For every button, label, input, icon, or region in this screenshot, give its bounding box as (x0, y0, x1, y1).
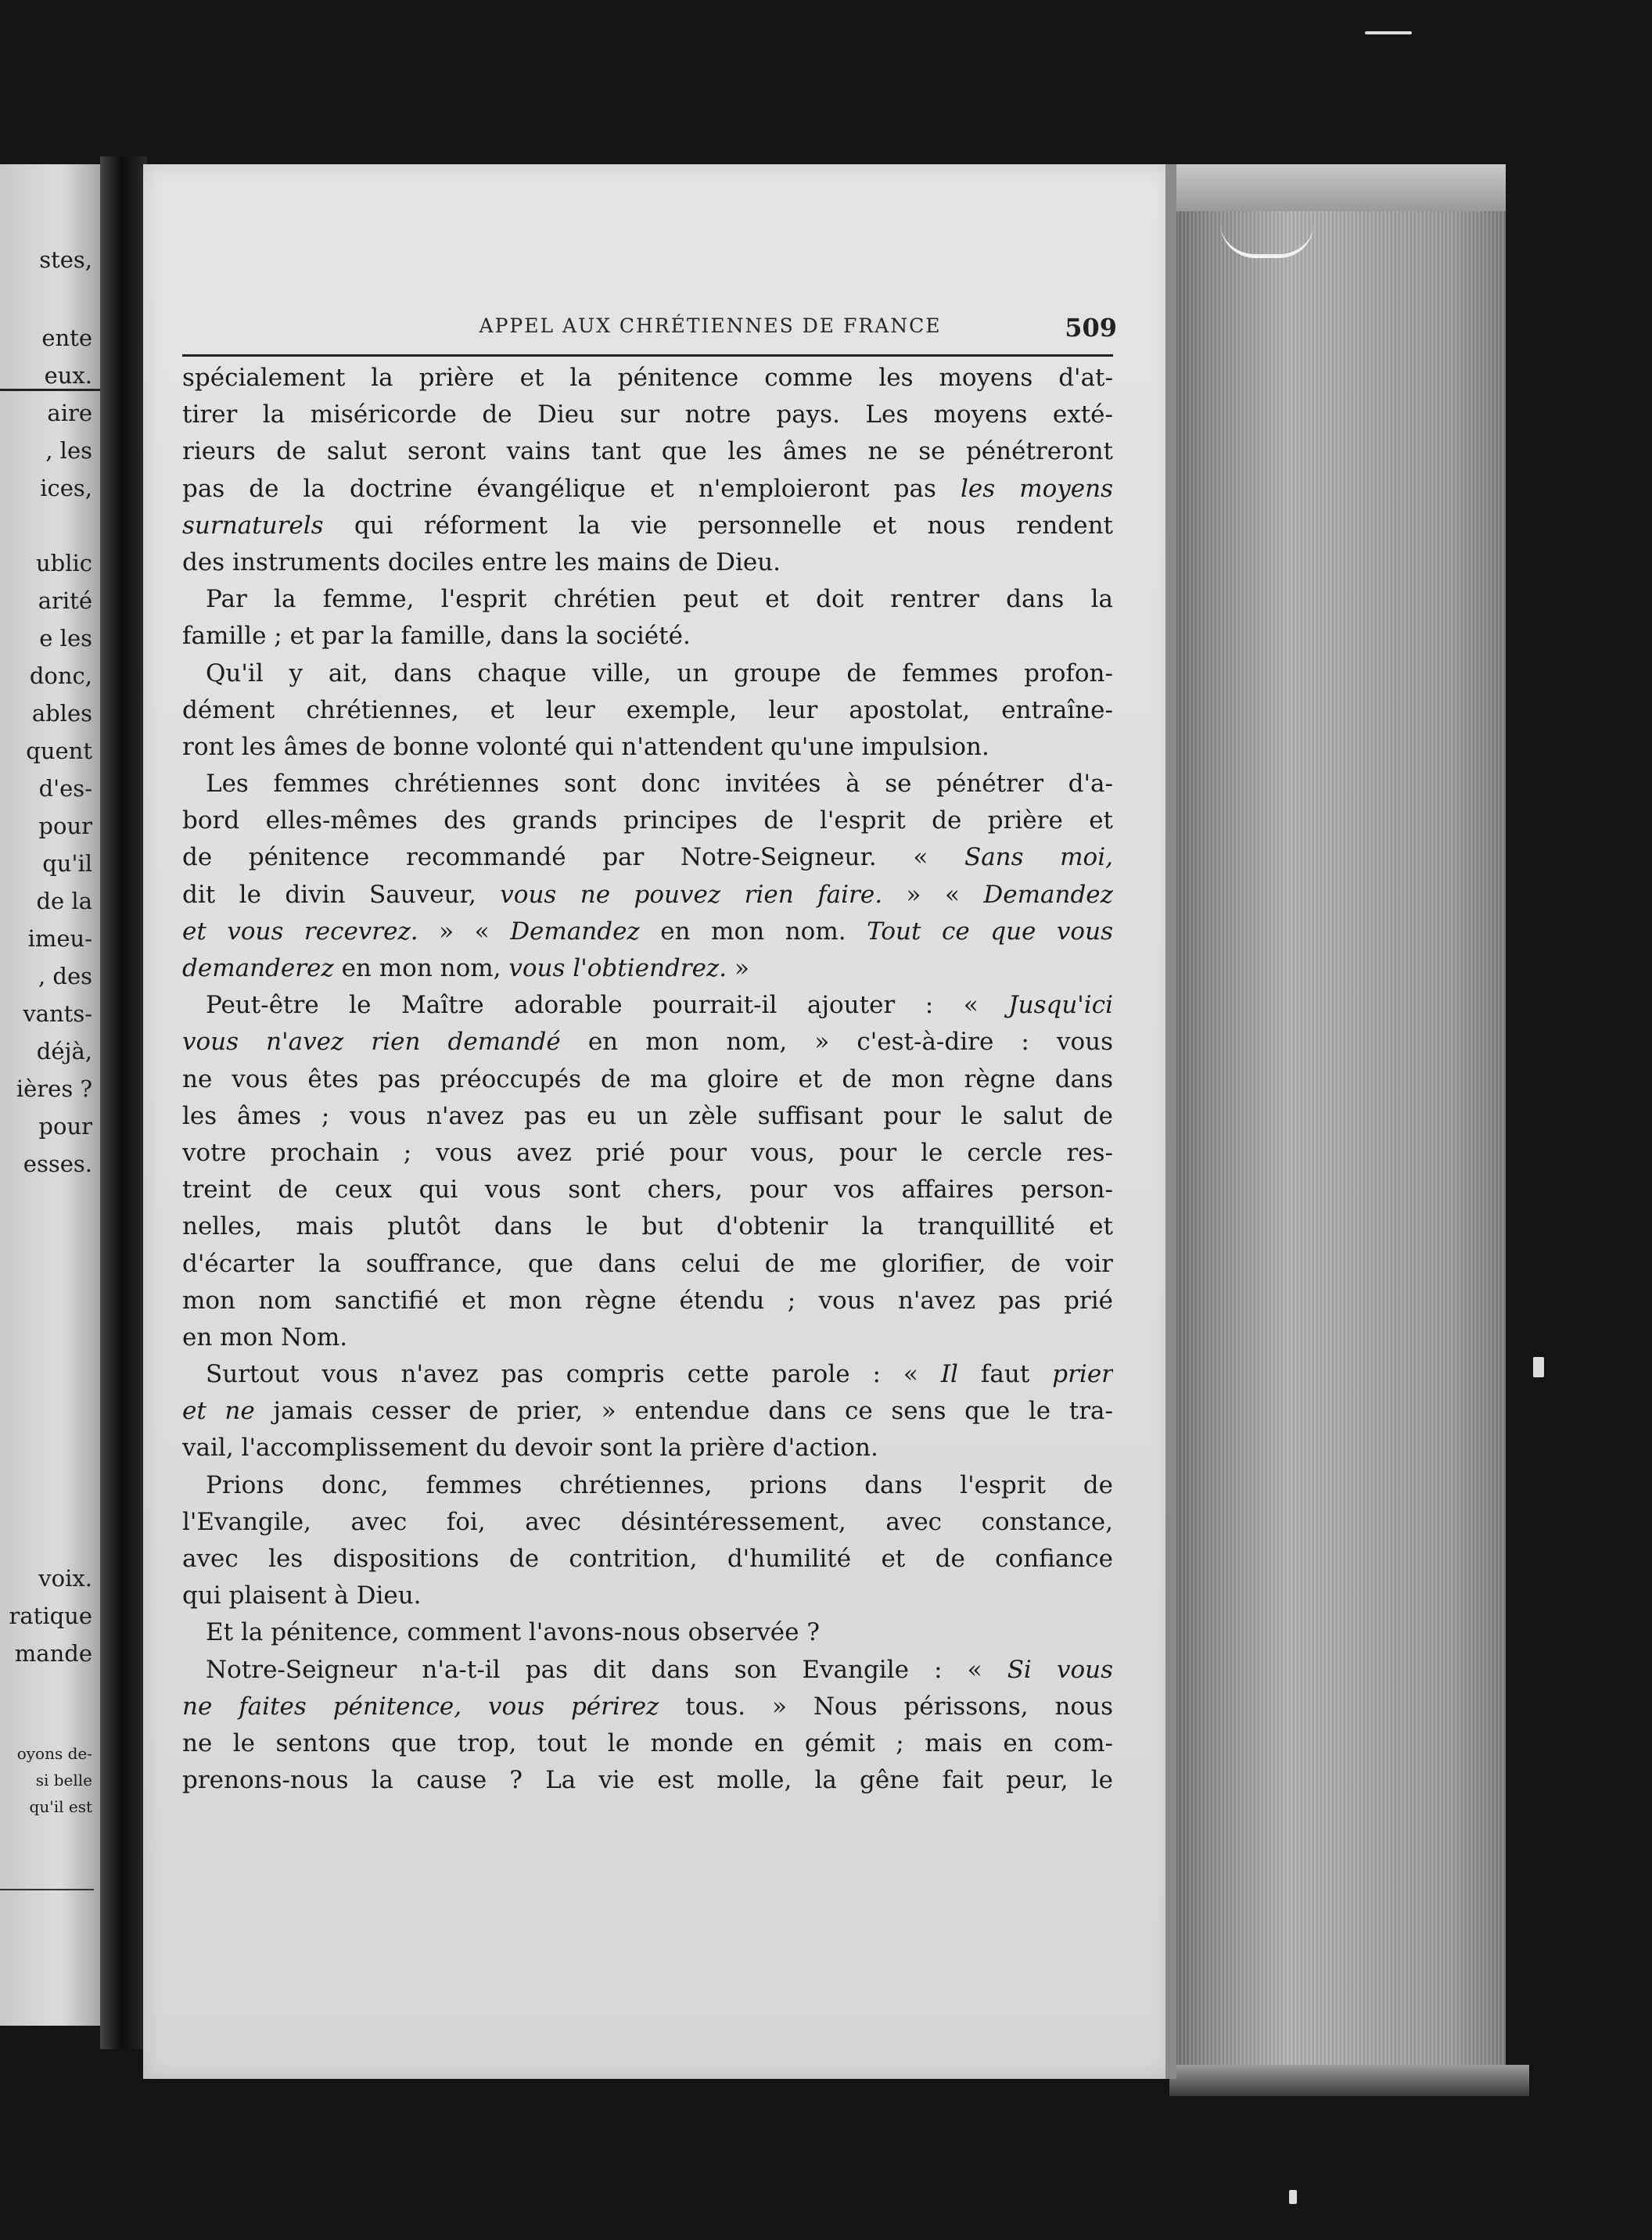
text-run: prenons-nous la cause ? La vie est molle, la gêne fait peur, le (182, 1766, 1113, 1795)
text-run: famille ; et par la famille, dans la société. (182, 622, 691, 651)
text-run: qui plaisent à Dieu. (182, 1581, 422, 1610)
text-run: dément chrétiennes, et leur exemple, leur apostolat, entraîne- (182, 695, 1113, 724)
header-rule (182, 354, 1113, 357)
text-line (182, 1504, 1113, 1541)
italic-text: vous ne pouvez rien faire. (500, 880, 883, 909)
text-run: Peut-être le Maître adorable pourrait-il ajouter : « (206, 991, 1009, 1020)
text-line (182, 581, 1113, 618)
text-run: d'écarter la souffrance, que dans celui de me glorifier, de voir (182, 1249, 1113, 1278)
dust-speck (1533, 1357, 1544, 1377)
text-run: Notre-Seigneur n'a-t-il pas dit dans son Evangile : « (206, 1655, 1007, 1684)
italic-text: ne faites pénitence, vous périrez (182, 1692, 659, 1721)
text-line (182, 544, 1113, 581)
text-run: ront les âmes de bonne volonté qui n'attendent qu'une impulsion. (182, 732, 989, 761)
text-line (182, 1762, 1113, 1799)
page-stack-top (1169, 164, 1506, 211)
text-run: de pénitence recommandé par Notre-Seigneur. « (182, 843, 964, 872)
text-line (182, 397, 1113, 433)
text-line (182, 433, 1113, 470)
italic-text: et vous recevrez. (182, 917, 418, 946)
text-run: les âmes ; vous n'avez pas eu un zèle suffisant pour le salut de (182, 1101, 1113, 1130)
text-run: votre prochain ; vous avez prié pour vous, pour le cercle res- (182, 1138, 1113, 1167)
text-run: rieurs de salut seront vains tant que les âmes ne se pénétreront (182, 437, 1113, 466)
page-edge-shadow (1165, 164, 1176, 2079)
right-page (143, 164, 1173, 2079)
text-line (182, 360, 1113, 397)
text-line (182, 1541, 1113, 1578)
left-text-line: pour (38, 1113, 92, 1140)
page-body-text (182, 360, 1113, 1799)
text-run: bord elles-mêmes des grands principes de l'esprit de prière et (182, 806, 1113, 835)
text-line (182, 1689, 1113, 1725)
left-page-fragment (0, 164, 100, 2026)
text-run: pas de la doctrine évangélique et n'emploieront pas (182, 474, 961, 503)
italic-text: prier (1052, 1360, 1113, 1389)
left-text-line: esses. (23, 1151, 92, 1177)
text-run: Surtout vous n'avez pas compris cette parole : « (206, 1360, 941, 1389)
left-text-line: ente (41, 325, 92, 351)
text-run: avec les dispositions de contrition, d'humilité et de confiance (182, 1545, 1113, 1573)
running-head: APPEL AUX CHRÉTIENNES DE FRANCE (479, 314, 942, 337)
text-line (182, 766, 1113, 802)
text-run: faut (957, 1360, 1053, 1389)
text-run: jamais cesser de prier, » entendue dans ce sens que le tra- (254, 1397, 1113, 1426)
left-footnote-line: qu'il est (29, 1797, 92, 1816)
text-line (182, 1614, 1113, 1651)
left-text-line: ublic (35, 550, 92, 576)
text-run: ne vous êtes pas préoccupés de ma gloire et de mon règne dans (182, 1064, 1113, 1093)
text-run: en mon nom, » c'est-à-dire : vous (560, 1028, 1113, 1057)
text-line (182, 1725, 1113, 1762)
italic-text: Tout ce que vous (867, 917, 1113, 946)
text-run: Et la pénitence, comment l'avons-nous observée ? (206, 1618, 820, 1647)
text-run: Les femmes chrétiennes sont donc invitées à se pénétrer d'a- (206, 770, 1113, 799)
page-stack-bottom (1169, 2065, 1529, 2096)
left-text-line: e les (39, 625, 92, 652)
text-run: dit le divin Sauveur, (182, 880, 501, 909)
left-footnote-line: oyons de- (16, 1744, 92, 1763)
text-line (182, 1098, 1113, 1135)
left-text-line: qu'il (42, 850, 92, 877)
italic-text: surnaturels (182, 511, 324, 540)
text-line (182, 877, 1113, 914)
italic-text: Il (940, 1360, 958, 1389)
text-run: des instruments dociles entre les mains de Dieu. (182, 547, 781, 576)
text-line (182, 1172, 1113, 1208)
left-text-line: déjà, (36, 1038, 92, 1064)
text-line (182, 1578, 1113, 1614)
left-text-line: stes, (39, 246, 92, 273)
text-run: ne le sentons que trop, tout le monde en gémit ; mais en com- (182, 1728, 1113, 1757)
italic-text: demanderez (182, 954, 334, 982)
italic-text: vous n'avez rien demandé (182, 1028, 561, 1057)
left-text-line: ratique (9, 1603, 92, 1629)
text-line (182, 1208, 1113, 1245)
text-line (182, 1467, 1113, 1504)
text-run: en mon nom, (333, 954, 509, 982)
left-text-line: ables (31, 700, 92, 727)
italic-text: vous l'obtiendrez. (508, 954, 727, 982)
text-line (182, 655, 1113, 692)
italic-text: Demandez (510, 917, 640, 946)
text-run: en mon Nom. (182, 1323, 348, 1352)
left-text-line: arité (38, 587, 92, 614)
text-run: spécialement la prière et la pénitence comme les moyens d'at- (182, 364, 1113, 392)
text-run: » « (882, 880, 984, 909)
text-line (182, 1356, 1113, 1393)
left-footnote-line: si belle (35, 1771, 92, 1789)
italic-text: Demandez (983, 880, 1113, 909)
text-line (182, 471, 1113, 508)
text-run: qui réforment la vie personnelle et nous rendent (323, 511, 1113, 540)
text-run: nelles, mais plutôt dans le but d'obtenir la tranquillité et (182, 1212, 1113, 1241)
text-run: tirer la miséricorde de Dieu sur notre pays. Les moyens exté- (182, 400, 1113, 429)
text-line (182, 508, 1113, 544)
left-text-line: , les (45, 437, 92, 464)
text-line (182, 987, 1113, 1024)
left-text-line: quent (26, 738, 92, 764)
text-line (182, 950, 1113, 987)
text-line (182, 1246, 1113, 1283)
text-run: mon nom sanctifié et mon règne étendu ; vous n'avez pas prié (182, 1286, 1113, 1315)
book-gutter (100, 156, 147, 2049)
text-run: en mon nom. (639, 917, 867, 946)
text-run: l'Evangile, avec foi, avec désintéressement, avec constance, (182, 1507, 1113, 1536)
italic-text: Si vous (1007, 1655, 1113, 1684)
text-line (182, 802, 1113, 839)
text-line (182, 729, 1113, 766)
left-text-line: , des (38, 963, 92, 989)
left-text-line: vants- (23, 1000, 92, 1027)
page-stack-fore-edge (1169, 164, 1506, 2073)
italic-text: et ne (182, 1397, 255, 1426)
dust-speck (1365, 31, 1412, 34)
text-run: » (727, 954, 749, 982)
text-line (182, 692, 1113, 729)
text-line (182, 1024, 1113, 1061)
left-text-line: eux. (44, 362, 92, 389)
dust-speck (1289, 2190, 1297, 2204)
italic-text: Jusqu'ici (1008, 991, 1113, 1020)
text-line (182, 839, 1113, 876)
left-text-line: mande (14, 1640, 92, 1667)
text-run: vail, l'accomplissement du devoir sont la prière d'action. (182, 1434, 878, 1463)
text-line (182, 1283, 1113, 1319)
text-run: Par la femme, l'esprit chrétien peut et doit rentrer dans la (206, 585, 1113, 614)
left-text-line: imeu- (27, 925, 92, 952)
text-line (182, 1393, 1113, 1430)
left-text-line: aire (47, 400, 92, 426)
text-line (182, 618, 1113, 655)
text-run: treint de ceux qui vous sont chers, pour vos affaires person- (182, 1176, 1113, 1204)
text-line (182, 1430, 1113, 1466)
text-line (182, 914, 1113, 950)
text-line (182, 1319, 1113, 1356)
italic-text: Sans moi, (964, 843, 1113, 872)
page-number: 509 (1065, 313, 1117, 343)
left-text-line: ières ? (16, 1075, 92, 1102)
left-text-line: donc, (29, 662, 92, 689)
left-text-line: de la (36, 888, 92, 914)
left-text-line: pour (38, 813, 92, 839)
left-text-line: ices, (40, 475, 92, 501)
text-run: » « (418, 917, 511, 946)
left-footnote-rule (0, 1889, 94, 1890)
text-line (182, 1061, 1113, 1098)
text-line (182, 1135, 1113, 1172)
left-text-line: voix. (38, 1565, 92, 1592)
text-line (182, 1652, 1113, 1689)
text-run: Qu'il y ait, dans chaque ville, un groupe de femmes profon- (206, 659, 1113, 687)
left-text-line: d'es- (38, 775, 92, 802)
text-run: Prions donc, femmes chrétiennes, prions dans l'esprit de (206, 1470, 1113, 1499)
italic-text: les moyens (960, 474, 1113, 503)
text-run: tous. » Nous périssons, nous (659, 1692, 1113, 1721)
